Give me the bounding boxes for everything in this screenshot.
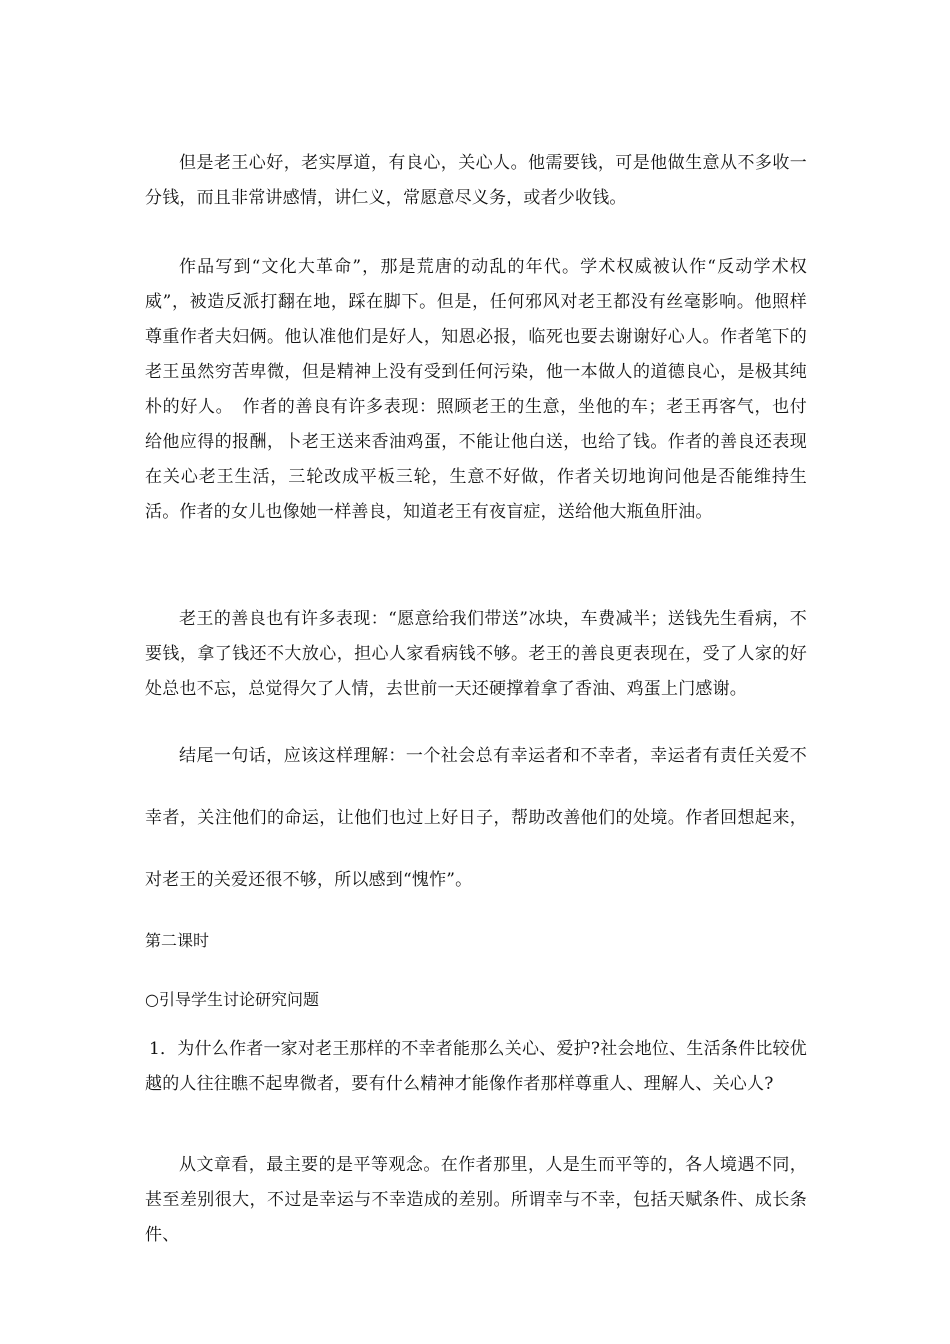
section-heading-discussion: ○引导学生讨论研究问题 (145, 990, 319, 1009)
paragraph-laowang-kindness: 但是老王心好，老实厚道，有良心，关心人。他需要钱，可是他做生意从不多收一分钱，而且非常讲感情，讲仁义，常愿意尽义务，或者少收钱。 (145, 153, 807, 208)
paragraph-cultural-revolution: 作品写到“文化大革命”，那是荒唐的动乱的年代。学术权威被认作“反动学术权威”，被造反派打翻在地，踩在脚下。但是，任何邪风对老王都没有丝毫影响。他照样尊重作者夫妇俩。他认准他们是好人，知恩必报，临死也要去谢谢好心人。作者笔下的老王虽然穷苦卑微，但是精神上没有受到任何污染，他一本做人的道德良心，是极其纯朴的好人。 作者的善良有许多表现：照顾老王的生意，坐他的车；老王再客气，也付给他应得的报酬，卜老王送来香油鸡蛋，不能让他白送，也给了钱。作者的善良还表现在关心老王生活，三轮改成平板三轮，生意不好做，作者关切地询问他是否能维持生活。作者的女儿也像她一样善良，知道老王有夜盲症，送给他大瓶鱼肝油。 (145, 257, 807, 522)
section-heading-second-lesson: 第二课时 (145, 931, 210, 950)
paragraph-ending-interpretation: 结尾一句话，应该这样理解：一个社会总有幸运者和不幸者，幸运者有责任关爱不幸者，关注他们的命运，让他们也过上好日子，帮助改善他们的处境。作者回想起来，对老王的关爱还很不够，所以感到“愧怍”。 (145, 746, 807, 890)
question-1: 1．为什么作者一家对老王那样的不幸者能那么关心、爱护?社会地位、生活条件比较优越的人往往瞧不起卑微者，要有什么精神才能像作者那样尊重人、理解人、关心人? (145, 1039, 807, 1094)
paragraph-equality-answer: 从文章看，最主要的是平等观念。在作者那里，人是生而平等的，各人境遇不同，甚至差别很大，不过是幸运与不幸造成的差别。所谓幸与不幸，包括天赋条件、成长条件、 (145, 1155, 807, 1245)
paragraph-laowang-goodness: 老王的善良也有许多表现：“愿意给我们带送”冰块，车费减半；送钱先生看病，不要钱，拿了钱还不大放心，担心人家看病钱不够。老王的善良更表现在，受了人家的好处总也不忘，总觉得欠了人情，去世前一天还硬撑着拿了香油、鸡蛋上门感谢。 (145, 609, 807, 699)
